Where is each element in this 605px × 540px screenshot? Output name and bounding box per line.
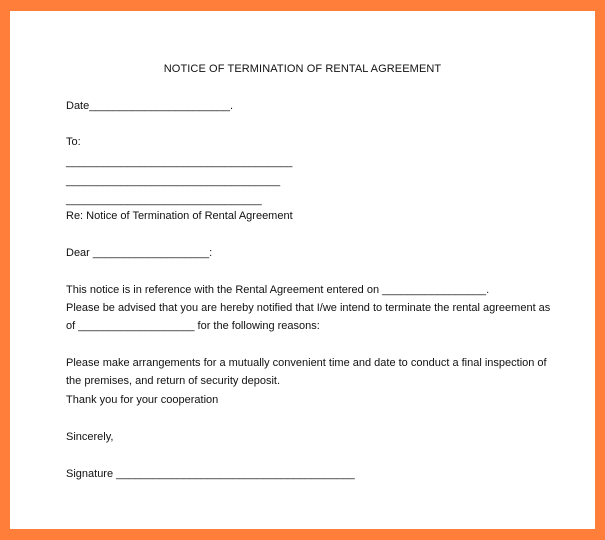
paragraph-1-line-3: of ___________________ for the following reasons: <box>66 320 320 332</box>
address-line-3: ________________________________ <box>66 194 262 206</box>
document-page <box>10 11 595 529</box>
document-title: NOTICE OF TERMINATION OF RENTAL AGREEMENT <box>163 63 442 75</box>
signature-line: Signature _______________________________________ <box>66 468 355 480</box>
salutation-line: Dear ___________________: <box>66 247 213 259</box>
paragraph-2-line-2: the premises, and return of security deposit. <box>66 375 280 387</box>
date-line: Date_______________________. <box>66 100 233 112</box>
paragraph-1-line-1: This notice is in reference with the Rental Agreement entered on _________________. <box>66 284 490 296</box>
address-line-2: ___________________________________ <box>66 175 281 187</box>
paragraph-2-line-1: Please make arrangements for a mutually convenient time and date to conduct a final inspection of <box>66 357 547 369</box>
document-body <box>10 11 595 529</box>
paragraph-1-line-2: Please be advised that you are hereby notified that I/we intend to terminate the rental agreement as <box>66 302 551 314</box>
closing-line: Sincerely, <box>66 431 114 443</box>
address-line-1: _____________________________________ <box>66 156 293 168</box>
thanks-line: Thank you for your cooperation <box>66 394 219 406</box>
to-label: To: <box>66 136 81 148</box>
re-line: Re: Notice of Termination of Rental Agreement <box>66 210 293 222</box>
